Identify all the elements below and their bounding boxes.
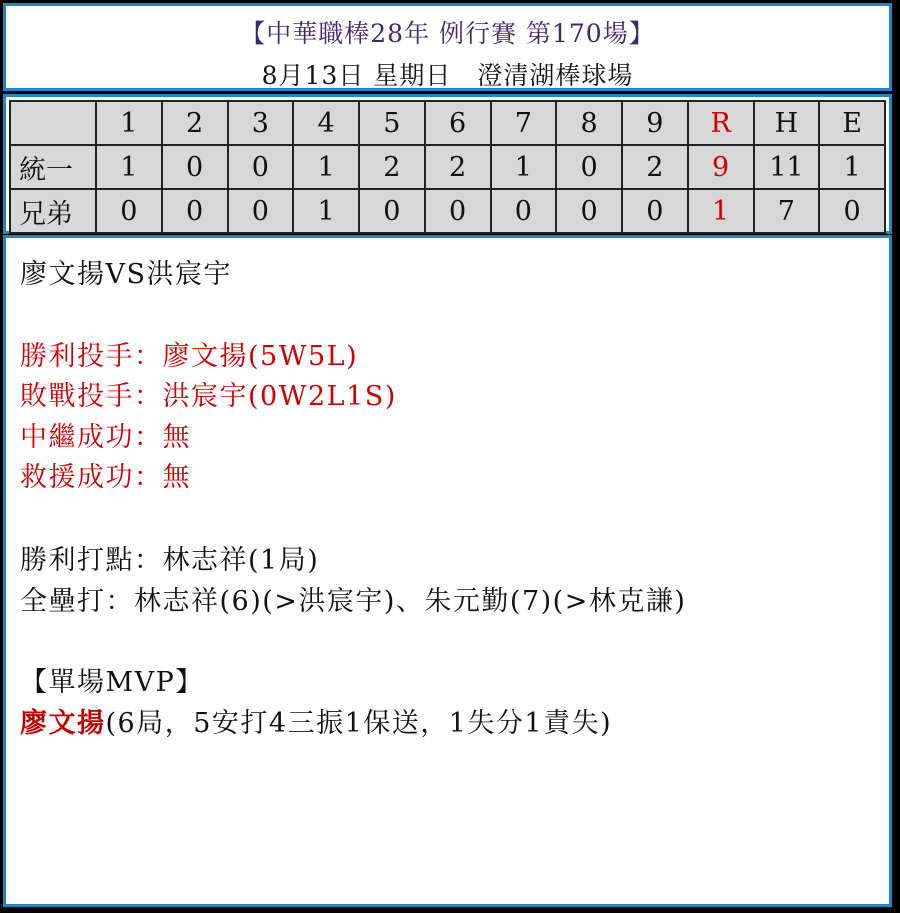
inning-score: 0: [228, 189, 294, 233]
mvp-heading: 【單場MVP】: [20, 667, 204, 698]
home-runs: 全壘打：林志祥(6)(>洪宸宇)、朱元勤(7)(>林克謙): [20, 586, 687, 617]
inning-header-1: 1: [96, 101, 162, 145]
game-summary: [3, 235, 892, 907]
inning-score: 0: [96, 189, 162, 233]
winning-rbi: 勝利打點：林志祥(1局): [20, 545, 320, 576]
hits-header: H: [754, 101, 820, 145]
inning-score: 0: [359, 189, 425, 233]
game-date-venue: 8月13日 星期日 澄清湖棒球場: [261, 61, 634, 90]
inning-score: 0: [622, 189, 688, 233]
inning-score: 1: [293, 145, 359, 189]
total-runs: 1: [688, 189, 754, 233]
inning-header-3: 3: [228, 101, 294, 145]
inning-score: 2: [622, 145, 688, 189]
inning-header-6: 6: [425, 101, 491, 145]
scoreboard: [3, 94, 892, 234]
inning-header-2: 2: [162, 101, 228, 145]
mvp-stats: (6局，5安打4三振1保送，1失分1責失): [105, 708, 613, 739]
inning-score: 0: [556, 189, 622, 233]
total-errors: 0: [819, 189, 885, 233]
hold-note: 中繼成功：無: [20, 422, 191, 453]
errors-header: E: [819, 101, 885, 145]
scoreboard-row-away: [10, 145, 885, 189]
game-header: [3, 3, 892, 91]
inning-header-7: 7: [491, 101, 557, 145]
total-errors: 1: [819, 145, 885, 189]
mvp-name: 廖文揚: [20, 708, 106, 739]
inning-header-8: 8: [556, 101, 622, 145]
scoreboard-header-row: [10, 101, 885, 145]
inning-header-5: 5: [359, 101, 425, 145]
inning-score: 2: [425, 145, 491, 189]
inning-score: 1: [96, 145, 162, 189]
inning-score: 1: [491, 145, 557, 189]
inning-score: 0: [556, 145, 622, 189]
inning-header-4: 4: [293, 101, 359, 145]
inning-header-9: 9: [622, 101, 688, 145]
win-pitcher: 勝利投手：廖文揚(5W5L): [20, 341, 359, 372]
total-hits: 7: [754, 189, 820, 233]
inning-score: 0: [491, 189, 557, 233]
inning-score: 0: [162, 145, 228, 189]
total-runs: 9: [688, 145, 754, 189]
inning-score: 0: [162, 189, 228, 233]
inning-score: 2: [359, 145, 425, 189]
game-title: 【中華職棒28年 例行賽 第170場】: [240, 19, 655, 48]
scoreboard-row-home: [10, 189, 885, 233]
pitching-matchup: 廖文揚VS洪宸宇: [20, 259, 232, 290]
inning-score: 1: [293, 189, 359, 233]
team-name: 兄弟: [10, 189, 96, 233]
mvp-line: [20, 701, 612, 740]
save-note: 救援成功：無: [20, 462, 191, 493]
runs-header: R: [688, 101, 754, 145]
scoreboard-corner-cell: [10, 101, 96, 145]
inning-score: 0: [425, 189, 491, 233]
inning-score: 0: [228, 145, 294, 189]
team-name: 統一: [10, 145, 96, 189]
scoreboard-table: [9, 100, 886, 234]
loss-pitcher: 敗戰投手：洪宸宇(0W2L1S): [20, 381, 397, 412]
total-hits: 11: [754, 145, 820, 189]
